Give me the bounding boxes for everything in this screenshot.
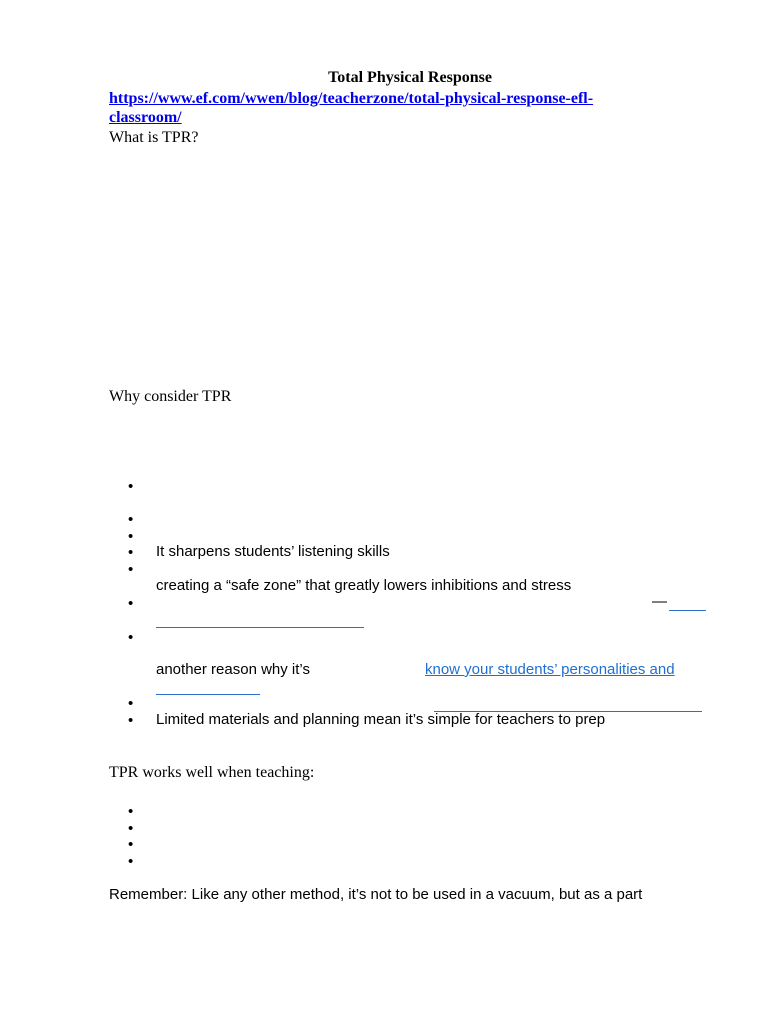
bullet-marker: • (128, 511, 134, 528)
why-consider-heading: Why consider TPR (109, 388, 232, 405)
bullet-listening-skills: It sharpens students’ listening skills (156, 543, 390, 560)
document-title: Total Physical Response (328, 69, 492, 86)
bullet-marker: • (128, 836, 134, 853)
bullet-limited-materials: Limited materials and planning mean it’s simple for teachers to prep (156, 711, 606, 728)
bullet-marker: • (128, 853, 134, 870)
works-well-heading: TPR works well when teaching: (109, 764, 315, 781)
bullet-marker: • (128, 561, 134, 578)
link-underline[interactable] (156, 627, 364, 628)
bullet-marker: • (128, 712, 134, 729)
em-dash: — (652, 593, 667, 610)
bullet-marker: • (128, 528, 134, 545)
bullet-another-reason: another reason why it’s (156, 661, 310, 678)
bullet-marker: • (128, 595, 134, 612)
bullet-marker: • (128, 629, 134, 646)
source-link-line-1[interactable]: https://www.ef.com/wwen/blog/teacherzone/total-physical-response-efl- (109, 90, 594, 107)
source-link-line-2[interactable]: classroom/ (109, 109, 182, 126)
what-is-tpr-heading: What is TPR? (109, 129, 199, 146)
link-underline[interactable] (156, 694, 260, 695)
remember-paragraph: Remember: Like any other method, it’s not to be used in a vacuum, but as a part (109, 886, 643, 903)
link-underline[interactable] (669, 610, 706, 611)
bullet-marker: • (128, 478, 134, 495)
bullet-marker: • (128, 820, 134, 837)
bullet-marker: • (128, 695, 134, 712)
bullet-marker: • (128, 544, 134, 561)
know-students-link[interactable]: know your students’ personalities and (425, 661, 675, 678)
bullet-safe-zone: creating a “safe zone” that greatly lowers inhibitions and stress (156, 577, 572, 594)
bullet-marker: • (128, 803, 134, 820)
